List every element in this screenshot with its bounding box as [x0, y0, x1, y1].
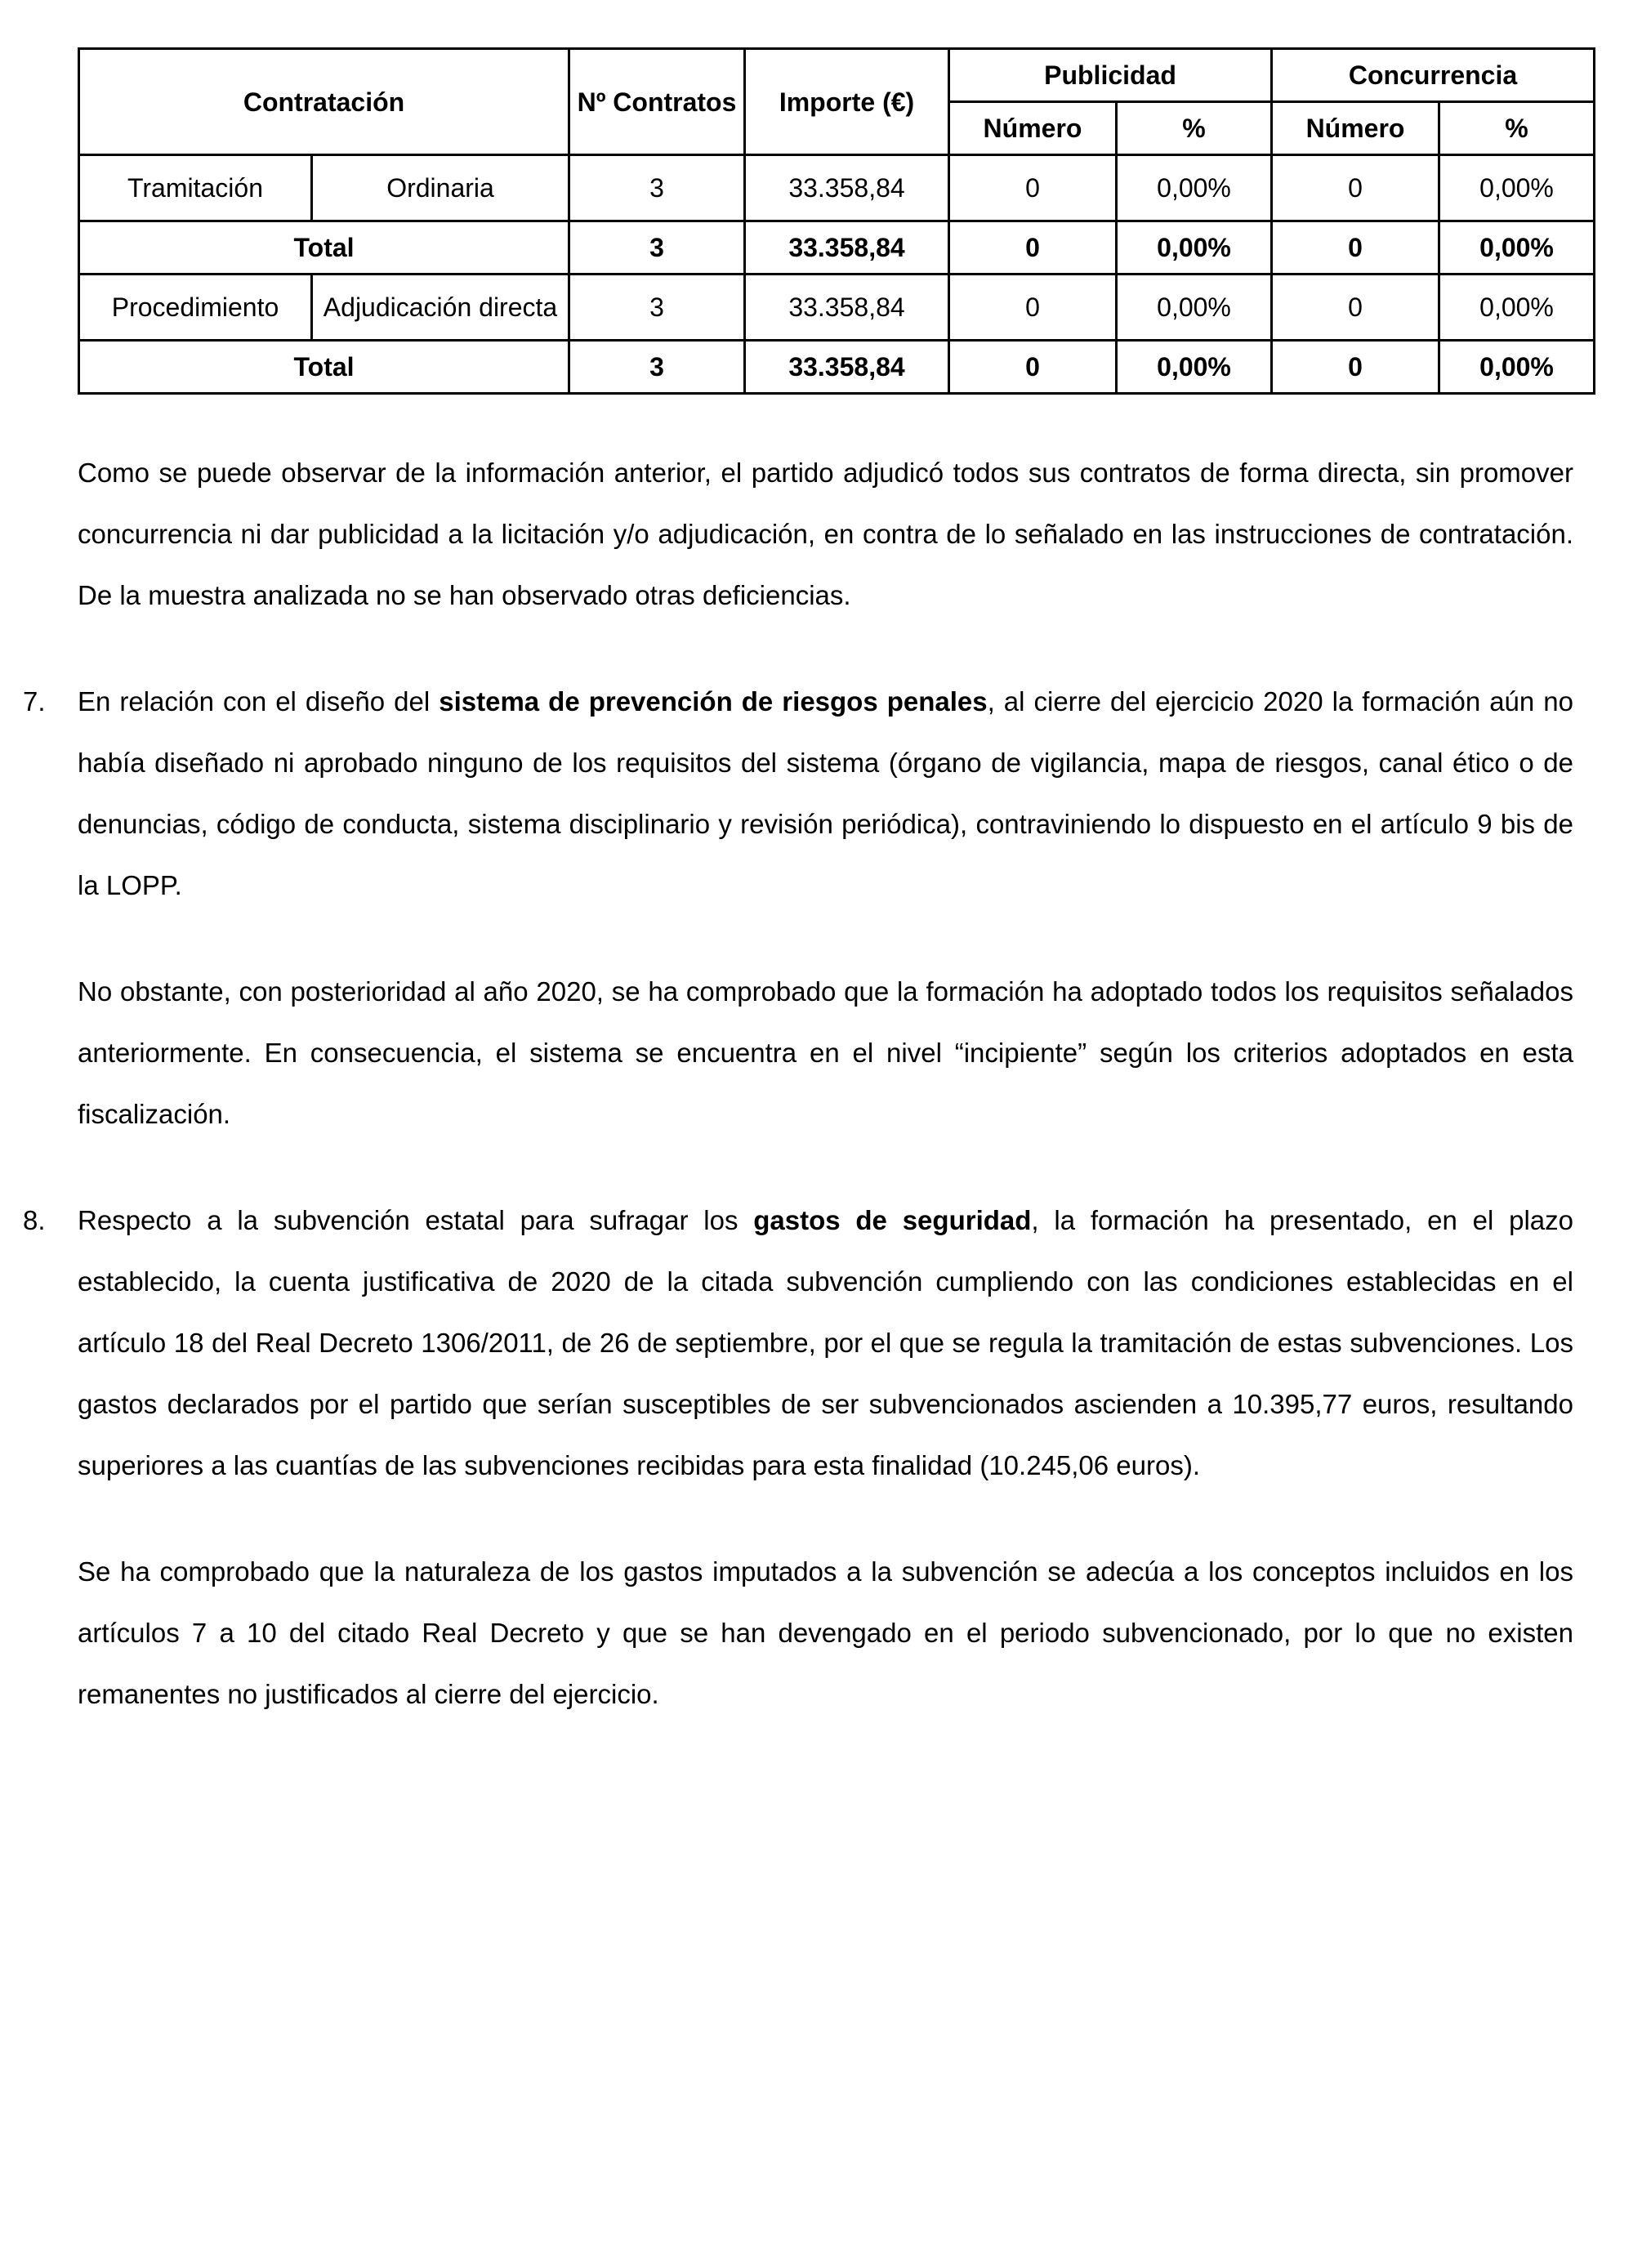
table-row-total-procedimiento: [79, 341, 1595, 394]
item-8-number: 8.: [23, 1205, 46, 1235]
item-8-text-post: , la formación ha presentado, en el plazo establecido, la cuenta justificativa de 2020 de la citada subvención cumpliendo con las condiciones establecidas en el artículo 18 del Real Decreto 1306/2011, de 26 de septiembre, por el que se regula la tramitación de estas subvenciones. Los gastos declarados por el partido que serían susceptibles de ser subvencionados ascienden a 10.395,77 euros, resultando superiores a las cuantías de las subvenciones recibidas para esta finalidad (10.245,06 euros).: [78, 1205, 1573, 1480]
cell-publicidad-pct: 0,00%: [1117, 275, 1272, 341]
cell-publicidad-pct: 0,00%: [1117, 341, 1272, 394]
cell-type: Adjudicación directa: [312, 275, 569, 341]
table-row-procedimiento: [79, 275, 1595, 341]
item-8-text-bold: gastos de seguridad: [753, 1205, 1032, 1235]
cell-concurrencia-pct: 0,00%: [1439, 221, 1595, 275]
cell-concurrencia-numero: 0: [1272, 221, 1439, 275]
header-contratacion: Contratación: [79, 49, 569, 155]
numbered-item-8: [23, 1190, 1573, 1770]
cell-publicidad-numero: 0: [949, 155, 1117, 221]
cell-total-label: Total: [79, 341, 569, 394]
cell-importe: 33.358,84: [745, 341, 949, 394]
header-n-contratos: Nº Contratos: [569, 49, 745, 155]
cell-type: Ordinaria: [312, 155, 569, 221]
cell-group: Procedimiento: [79, 275, 312, 341]
header-concurrencia-numero: Número: [1272, 102, 1439, 155]
item-7-text-post: , al cierre del ejercicio 2020 la formación aún no había diseñado ni aprobado ninguno de los requisitos del sistema (órgano de vigilancia, mapa de riesgos, canal ético o de denuncias, código de conducta, sistema disciplinario y revisión periódica), contraviniendo lo dispuesto en el artículo 9 bis de la LOPP.: [78, 686, 1573, 900]
table-header-row-1: [79, 49, 1595, 102]
cell-n-contratos: 3: [569, 221, 745, 275]
item-8-paragraph-2: Se ha comprobado que la naturaleza de los gastos imputados a la subvención se adecúa a los conceptos incluidos en los artículos 7 a 10 del citado Real Decreto y que se han devengado en el periodo subvencionado, por lo que no existen remanentes no justificados al cierre del ejercicio.: [78, 1556, 1573, 1709]
header-publicidad: Publicidad: [949, 49, 1272, 102]
cell-concurrencia-pct: 0,00%: [1439, 155, 1595, 221]
item-7-number: 7.: [23, 686, 46, 717]
cell-n-contratos: 3: [569, 341, 745, 394]
numbered-item-7: [23, 671, 1573, 1190]
item-7-text-pre: En relación con el diseño del: [78, 686, 440, 717]
cell-publicidad-numero: 0: [949, 221, 1117, 275]
header-importe: Importe (€): [745, 49, 949, 155]
header-concurrencia-pct: %: [1439, 102, 1595, 155]
item-8-body: [78, 1190, 1573, 1770]
cell-concurrencia-numero: 0: [1272, 275, 1439, 341]
item-7-paragraph-2: No obstante, con posterioridad al año 2020, se ha comprobado que la formación ha adoptado todos los requisitos señalados anteriormente. En consecuencia, el sistema se encuentra en el nivel “incipiente” según los criterios adoptados en esta fiscalización.: [78, 976, 1573, 1129]
cell-n-contratos: 3: [569, 275, 745, 341]
header-concurrencia: Concurrencia: [1272, 49, 1595, 102]
table-row-tramitacion: [79, 155, 1595, 221]
cell-concurrencia-pct: 0,00%: [1439, 275, 1595, 341]
item-8-text-pre: Respecto a la subvención estatal para sufragar los: [78, 1205, 754, 1235]
cell-publicidad-pct: 0,00%: [1117, 221, 1272, 275]
cell-group: Tramitación: [79, 155, 312, 221]
item-7-text-bold: sistema de prevención de riesgos penales: [439, 686, 988, 717]
cell-concurrencia-pct: 0,00%: [1439, 341, 1595, 394]
intro-paragraph: Como se puede observar de la información anterior, el partido adjudicó todos sus contratos de forma directa, sin promover concurrencia ni dar publicidad a la licitación y/o adjudicación, en contra de lo señalado en las instrucciones de contratación. De la muestra analizada no se han observado otras deficiencias.: [78, 458, 1573, 610]
document-body: [23, 442, 1573, 1770]
contracts-table: [78, 47, 1595, 395]
header-publicidad-numero: Número: [949, 102, 1117, 155]
item-8-paragraph-1: [78, 1190, 1573, 1496]
cell-publicidad-pct: 0,00%: [1117, 155, 1272, 221]
cell-importe: 33.358,84: [745, 275, 949, 341]
cell-concurrencia-numero: 0: [1272, 341, 1439, 394]
item-7-paragraph-1: [78, 671, 1573, 916]
cell-importe: 33.358,84: [745, 155, 949, 221]
header-publicidad-pct: %: [1117, 102, 1272, 155]
cell-concurrencia-numero: 0: [1272, 155, 1439, 221]
cell-publicidad-numero: 0: [949, 341, 1117, 394]
cell-total-label: Total: [79, 221, 569, 275]
cell-importe: 33.358,84: [745, 221, 949, 275]
cell-publicidad-numero: 0: [949, 275, 1117, 341]
table-row-total-tramitacion: [79, 221, 1595, 275]
item-7-body: [78, 671, 1573, 1190]
cell-n-contratos: 3: [569, 155, 745, 221]
